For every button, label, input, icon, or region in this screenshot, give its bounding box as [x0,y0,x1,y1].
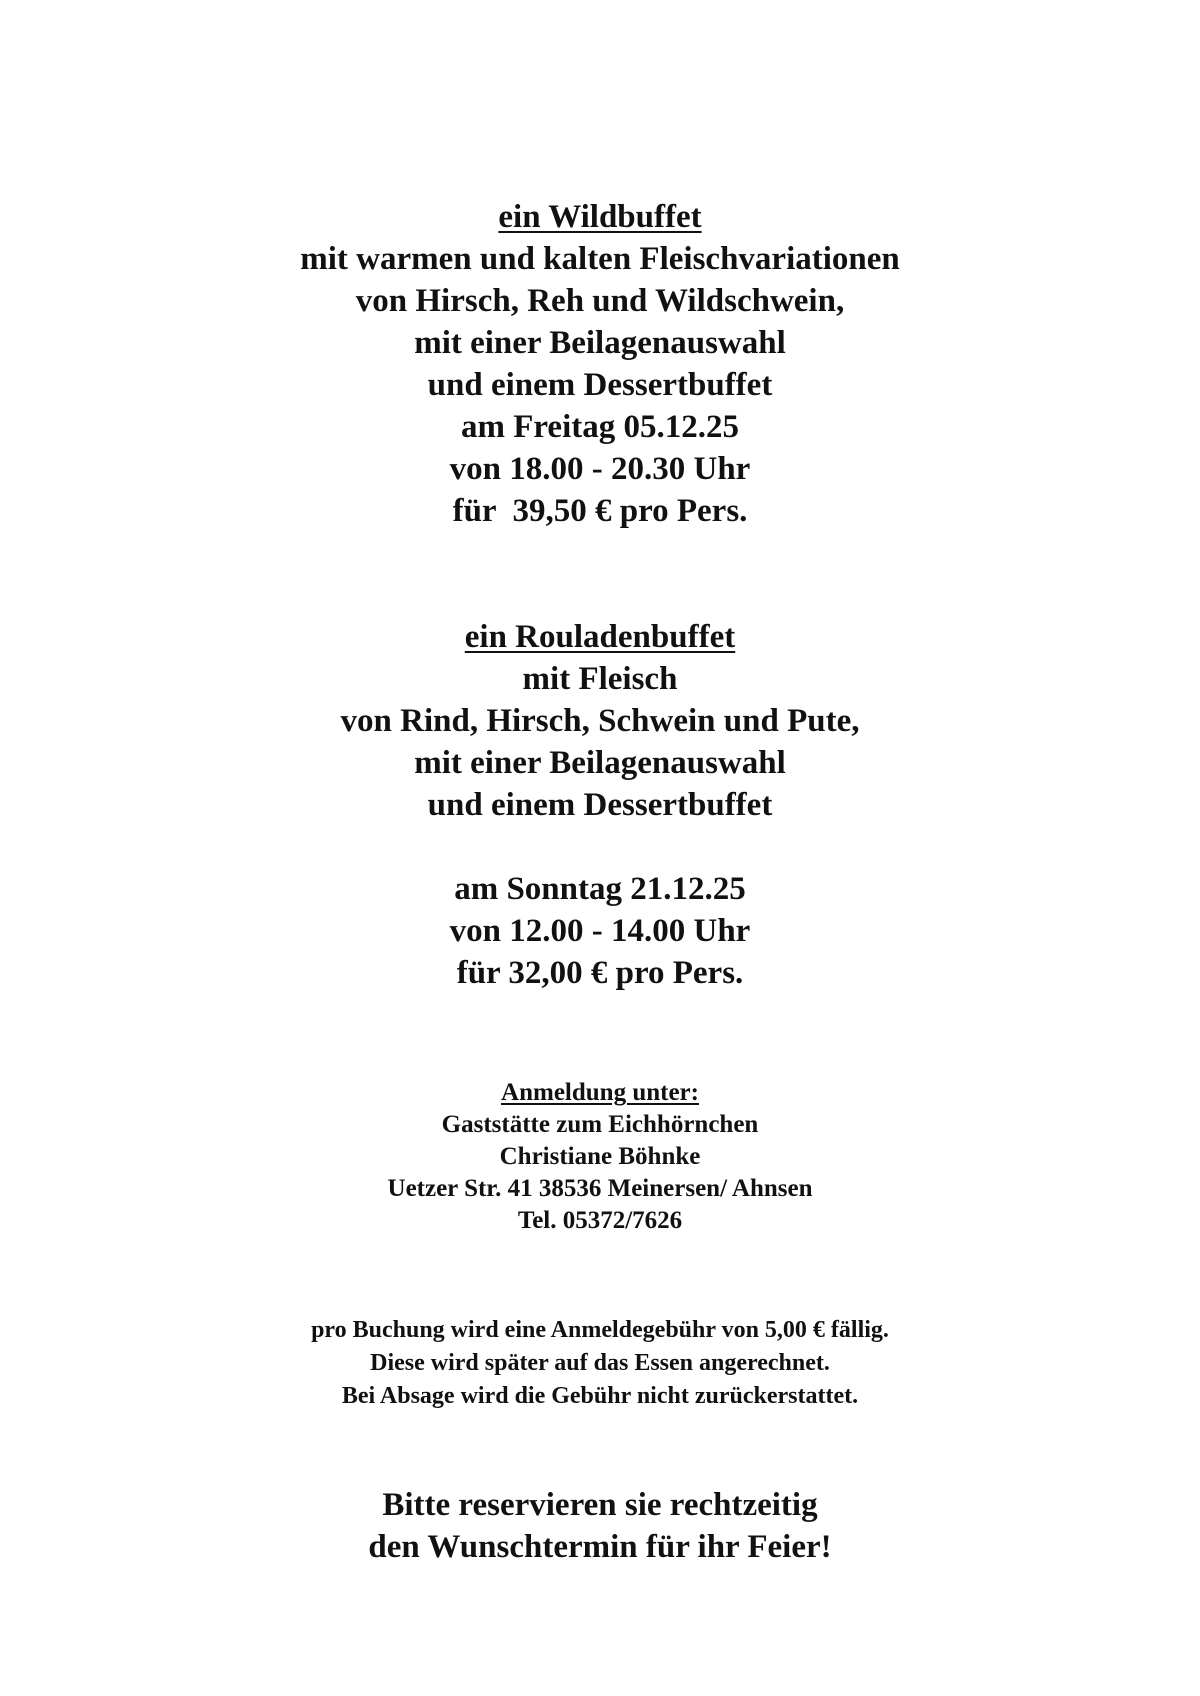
wildbuffet-line: von Hirsch, Reh und Wildschwein, [355,283,845,319]
rouladenbuffet-schedule [0,868,1200,994]
wildbuffet-line: mit einer Beilagenauswahl [414,325,786,361]
fee-notice-line: pro Buchung wird eine Anmeldegebühr von 5,00 € fällig. [311,1317,889,1343]
rouladenbuffet-price: für 32,00 € pro Pers. [456,955,744,991]
wildbuffet-time: von 18.00 - 20.30 Uhr [449,451,751,487]
wildbuffet-price: für 39,50 € pro Pers. [452,493,748,529]
closing-line: den Wunschtermin für ihr Feier! [368,1529,832,1565]
rouladenbuffet-time: von 12.00 - 14.00 Uhr [449,913,751,949]
closing-message [0,1484,1200,1568]
rouladenbuffet-line: und einem Dessertbuffet [427,787,773,823]
rouladenbuffet-line: mit Fleisch [522,661,678,697]
wildbuffet-line: und einem Dessertbuffet [427,367,773,403]
contact-venue: Gaststätte zum Eichhörnchen [441,1111,759,1138]
rouladenbuffet-line: von Rind, Hirsch, Schwein und Pute, [340,703,860,739]
contact-address: Uetzer Str. 41 38536 Meinersen/ Ahnsen [387,1175,813,1202]
contact-person: Christiane Böhnke [499,1143,701,1170]
rouladenbuffet-line: mit einer Beilagenauswahl [414,745,786,781]
rouladenbuffet-heading: ein Rouladenbuffet [464,619,736,655]
contact-section [0,1077,1200,1237]
rouladenbuffet-date: am Sonntag 21.12.25 [454,871,746,907]
contact-phone: Tel. 05372/7626 [517,1207,683,1234]
fee-notice [0,1314,1200,1413]
wildbuffet-section [0,196,1200,532]
wildbuffet-heading: ein Wildbuffet [498,199,702,235]
contact-heading: Anmeldung unter: [501,1079,699,1106]
rouladenbuffet-section [0,616,1200,826]
fee-notice-line: Bei Absage wird die Gebühr nicht zurückerstattet. [341,1383,859,1409]
wildbuffet-line: mit warmen und kalten Fleischvariationen [300,241,900,277]
wildbuffet-date: am Freitag 05.12.25 [460,409,739,445]
closing-line: Bitte reservieren sie rechtzeitig [382,1487,818,1523]
fee-notice-line: Diese wird später auf das Essen angerechnet. [370,1350,830,1376]
